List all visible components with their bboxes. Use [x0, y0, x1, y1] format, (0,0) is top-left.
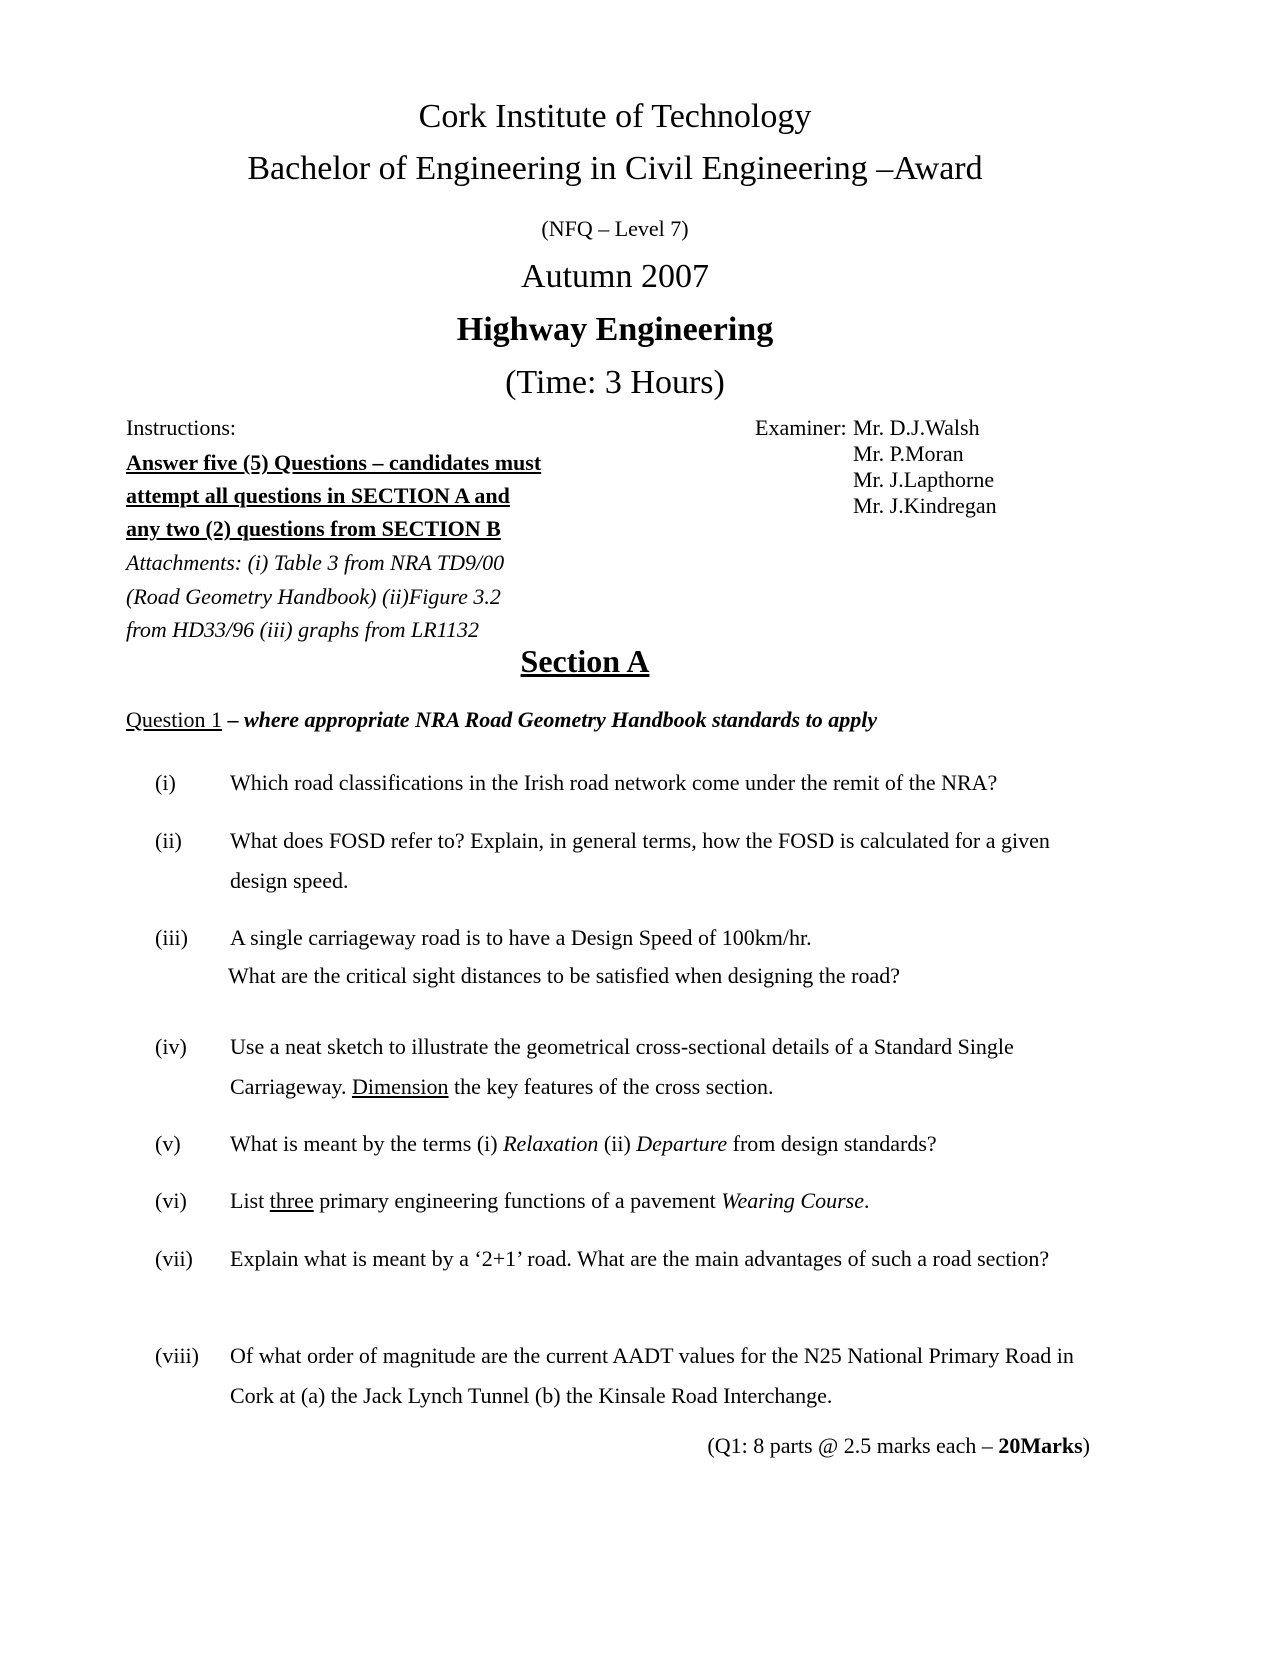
italic-term: Wearing Course — [721, 1188, 864, 1213]
session-text: Autumn 2007 — [521, 258, 709, 295]
part-text: Explain what is meant by a ‘2+1’ road. What are the main advantages of such a road section? — [230, 1246, 1050, 1271]
marks-total: 20Marks — [998, 1433, 1083, 1458]
part-text-b: the key features of the cross section. — [448, 1074, 774, 1099]
question-1-heading — [126, 707, 877, 733]
marks-suffix: ) — [1082, 1433, 1090, 1458]
underlined-term: Dimension — [351, 1074, 449, 1099]
part-number: (viii) — [155, 1343, 199, 1368]
part-text: Of what order of magnitude are the current AADT values for the N25 National Primary Road in Cork at (a) the Jack Lynch Tunnel (b) the Kinsale Road Interchange. — [230, 1343, 1074, 1408]
part-text — [230, 1181, 1090, 1221]
question-subtitle: where appropriate NRA Road Geometry Handbook standards to apply — [243, 707, 878, 732]
part-number: (iv) — [155, 1034, 187, 1059]
attachments-line-1: Attachments: (i) Table 3 from NRA TD9/00 — [126, 550, 505, 575]
marks-prefix: (Q1: 8 parts @ 2.5 marks each – — [707, 1433, 999, 1458]
part-number: (ii) — [155, 828, 182, 853]
instructions-line-2: attempt all questions in SECTION A and — [126, 483, 510, 508]
examiner-name: Mr. P.Moran — [853, 441, 964, 466]
examiner-name: Mr. D.J.Walsh — [853, 415, 980, 440]
part-text: Which road classifications in the Irish road network come under the remit of the NRA? — [230, 770, 998, 795]
italic-term: Relaxation — [503, 1131, 599, 1156]
instructions-heading: Instructions: — [126, 415, 236, 440]
italic-term: Departure — [636, 1131, 728, 1156]
institution-title: Cork Institute of Technology — [418, 98, 812, 135]
instructions-line-1: Answer five (5) Questions – candidates must — [126, 450, 542, 475]
marks-line — [707, 1433, 1090, 1459]
question-dash: – — [221, 707, 244, 732]
part-text-c: from design standards? — [727, 1131, 937, 1156]
part-text-a: What is meant by the terms (i) — [230, 1131, 504, 1156]
part-text-b: primary engineering functions of a pavement — [313, 1188, 722, 1213]
subject-title: Highway Engineering — [456, 311, 774, 348]
question-label: Question 1 — [126, 707, 222, 732]
examiner-name: Mr. J.Kindregan — [853, 493, 997, 518]
part-text — [230, 1124, 1090, 1164]
part-text-b: (ii) — [598, 1131, 637, 1156]
examiner-label: Examiner: — [755, 415, 847, 440]
part-number: (i) — [155, 770, 176, 795]
part-text-line-1: A single carriageway road is to have a Design Speed of 100km/hr. — [230, 925, 812, 950]
part-text-a: Use a neat sketch to illustrate the geometrical cross-sectional details of a Standard Single Carriageway. — [230, 1034, 1014, 1099]
section-title: Section A — [520, 643, 650, 679]
time-text: (Time: 3 Hours) — [505, 364, 725, 401]
part-number: (iii) — [155, 925, 188, 950]
level-text: (NFQ – Level 7) — [541, 216, 689, 241]
part-text-a: List — [230, 1188, 270, 1213]
part-text: What does FOSD refer to? Explain, in general terms, how the FOSD is calculated for a given design speed. — [230, 828, 1050, 893]
underlined-term: three — [269, 1188, 314, 1213]
examiner-name: Mr. J.Lapthorne — [853, 467, 995, 492]
attachments-line-2: (Road Geometry Handbook) (ii)Figure 3.2 — [126, 584, 501, 609]
part-text — [230, 1027, 1090, 1107]
part-text-c: . — [864, 1188, 870, 1213]
attachments-line-3: from HD33/96 (iii) graphs from LR1132 — [126, 617, 480, 642]
part-number: (vii) — [155, 1246, 193, 1271]
part-number: (v) — [155, 1131, 181, 1156]
part-text-line-2: What are the critical sight distances to be satisfied when designing the road? — [228, 963, 900, 988]
part-number: (vi) — [155, 1188, 187, 1213]
programme-title: Bachelor of Engineering in Civil Engineering –Award — [247, 150, 983, 187]
instructions-line-3: any two (2) questions from SECTION B — [126, 516, 501, 541]
